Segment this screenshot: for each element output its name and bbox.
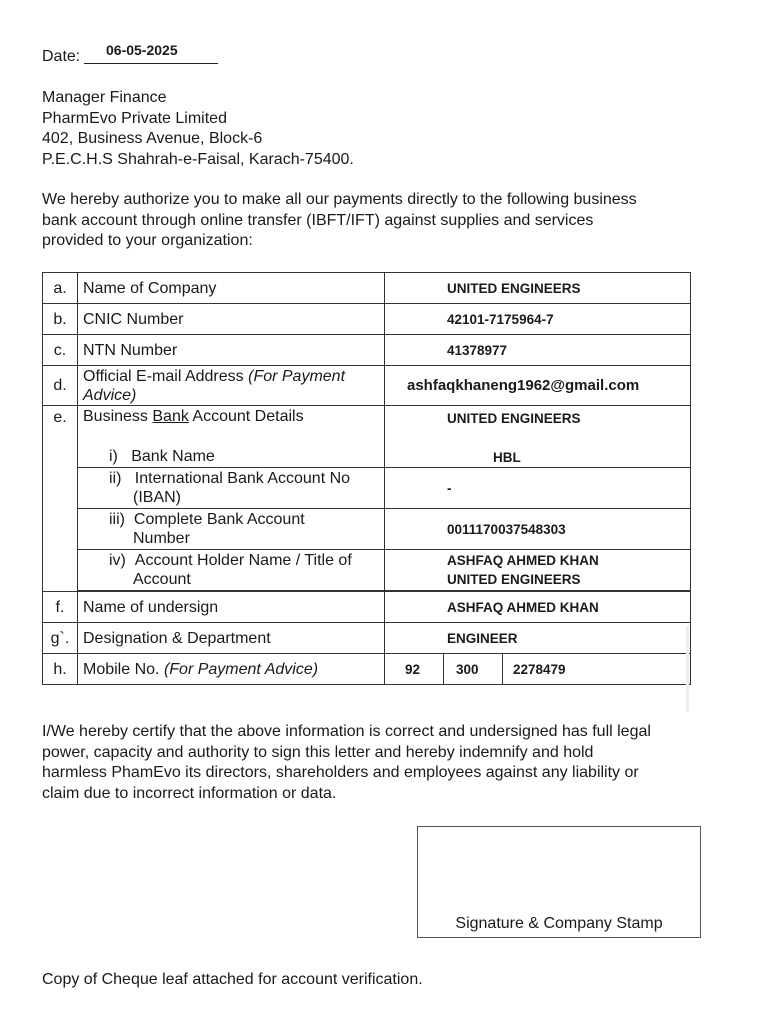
bank-details-label — [78, 406, 385, 468]
table-row — [43, 623, 691, 654]
date-underline — [84, 63, 218, 64]
mobile-label — [78, 654, 385, 685]
account-holder-value — [385, 550, 691, 591]
scan-edge-artifact — [686, 626, 689, 712]
account-number-value: 0011170037548303 — [385, 509, 691, 550]
paragraph-line: We hereby authorize you to make all our payments directly to the following business — [42, 191, 637, 208]
paragraph-line: harmless PhamEvo its directors, shareholders and employees against any liability or — [42, 764, 639, 781]
signature-stamp-box — [417, 826, 701, 938]
email-label-note: (For Payment Advice) — [83, 367, 346, 404]
table-row — [43, 509, 691, 550]
table-row — [43, 654, 691, 685]
cnic-value: 42101-7175964-7 — [385, 304, 691, 335]
address-line: Manager Finance — [42, 89, 167, 106]
item-label: Account Holder Name / Title of — [134, 552, 352, 569]
table-row — [43, 304, 691, 335]
item-number: i) — [109, 448, 118, 465]
email-label — [78, 366, 385, 406]
mobile-country-code: 92 — [385, 654, 444, 685]
bank-name-value: HBL — [493, 450, 521, 465]
date-label: Date: — [42, 48, 81, 65]
table-row — [43, 592, 691, 623]
date-value: 06-05-2025 — [106, 42, 178, 58]
table-row — [43, 406, 691, 468]
table-row — [43, 468, 691, 509]
table-row — [43, 366, 691, 406]
item-label: Complete Bank Account — [133, 511, 305, 528]
address-line: PharmEvo Private Limited — [42, 109, 227, 127]
mobile-label-note: (For Payment Advice) — [163, 660, 319, 678]
row-letter: g`. — [43, 623, 78, 654]
iban-label-line: (IBAN) — [133, 489, 181, 506]
row-letter: f. — [43, 592, 78, 623]
row-letter: h. — [43, 654, 78, 685]
item-number: iv) — [109, 552, 126, 569]
designation-value: ENGINEER — [385, 623, 691, 654]
row-letter: c. — [43, 335, 78, 366]
bank-details-table — [42, 272, 691, 685]
iban-value: - — [385, 468, 691, 509]
bank-details-label-part: Account Details — [188, 408, 304, 425]
account-holder-label-line: Account — [133, 571, 191, 588]
row-letter: e. — [43, 406, 78, 592]
table-row — [43, 550, 691, 591]
item-label: International Bank Account No — [134, 470, 351, 487]
mobile-label-text: Mobile No. — [83, 660, 160, 678]
account-holder-label-line — [83, 551, 379, 570]
paragraph-line: power, capacity and authority to sign this letter and hereby indemnify and hold — [42, 743, 594, 761]
recipient-address — [42, 88, 354, 170]
account-holder-title: UNITED ENGINEERS — [447, 572, 581, 587]
account-number-label-line: Number — [133, 530, 190, 547]
signature-label: Signature & Company Stamp — [455, 915, 663, 932]
address-line: P.E.C.H.S Shahrah-e-Faisal, Karach-75400. — [42, 150, 354, 168]
table-row — [43, 335, 691, 366]
bank-account-company: UNITED ENGINEERS — [447, 411, 581, 426]
paragraph-line: bank account through online transfer (IBFT/IFT) against supplies and services — [42, 211, 594, 229]
cnic-label: CNIC Number — [78, 304, 385, 335]
row-letter: d. — [43, 366, 78, 406]
company-name-value: UNITED ENGINEERS — [385, 273, 691, 304]
item-number: iii) — [109, 511, 125, 528]
company-name-label: Name of Company — [78, 273, 385, 304]
account-number-label-line — [83, 510, 379, 529]
ntn-label: NTN Number — [78, 335, 385, 366]
account-number-label — [78, 509, 385, 550]
bank-details-label-underlined: Bank — [152, 408, 189, 425]
iban-label-line — [83, 469, 379, 488]
row-letter: a. — [43, 273, 78, 304]
ntn-value: 41378977 — [385, 335, 691, 366]
bank-details-label-part: Business — [83, 408, 153, 425]
account-holder-label — [78, 550, 385, 591]
email-value: ashfaqkhaneng1962@gmail.com — [385, 366, 691, 406]
paragraph-line: I/We hereby certify that the above information is correct and undersigned has full legal — [42, 723, 651, 740]
iban-label — [78, 468, 385, 509]
item-label: Bank Name — [131, 448, 215, 465]
certification-paragraph — [42, 722, 651, 804]
item-number: ii) — [109, 470, 122, 487]
bank-name-label — [83, 447, 379, 466]
bank-values — [385, 406, 691, 468]
footer-note: Copy of Cheque leaf attached for account verification. — [42, 971, 423, 988]
undersign-value: ASHFAQ AHMED KHAN — [385, 592, 691, 623]
undersign-label: Name of undersign — [78, 592, 385, 623]
designation-label: Designation & Department — [78, 623, 385, 654]
row-letter: b. — [43, 304, 78, 335]
mobile-prefix: 300 — [444, 654, 503, 685]
paragraph-line: claim due to incorrect information or data. — [42, 784, 337, 802]
paragraph-line: provided to your organization: — [42, 232, 253, 249]
authorization-paragraph — [42, 190, 637, 252]
email-label-text: Official E-mail Address — [83, 367, 244, 385]
address-line: 402, Business Avenue, Block-6 — [42, 130, 263, 147]
account-holder-name: ASHFAQ AHMED KHAN — [447, 553, 599, 568]
table-row — [43, 273, 691, 304]
mobile-number: 2278479 — [503, 654, 691, 685]
